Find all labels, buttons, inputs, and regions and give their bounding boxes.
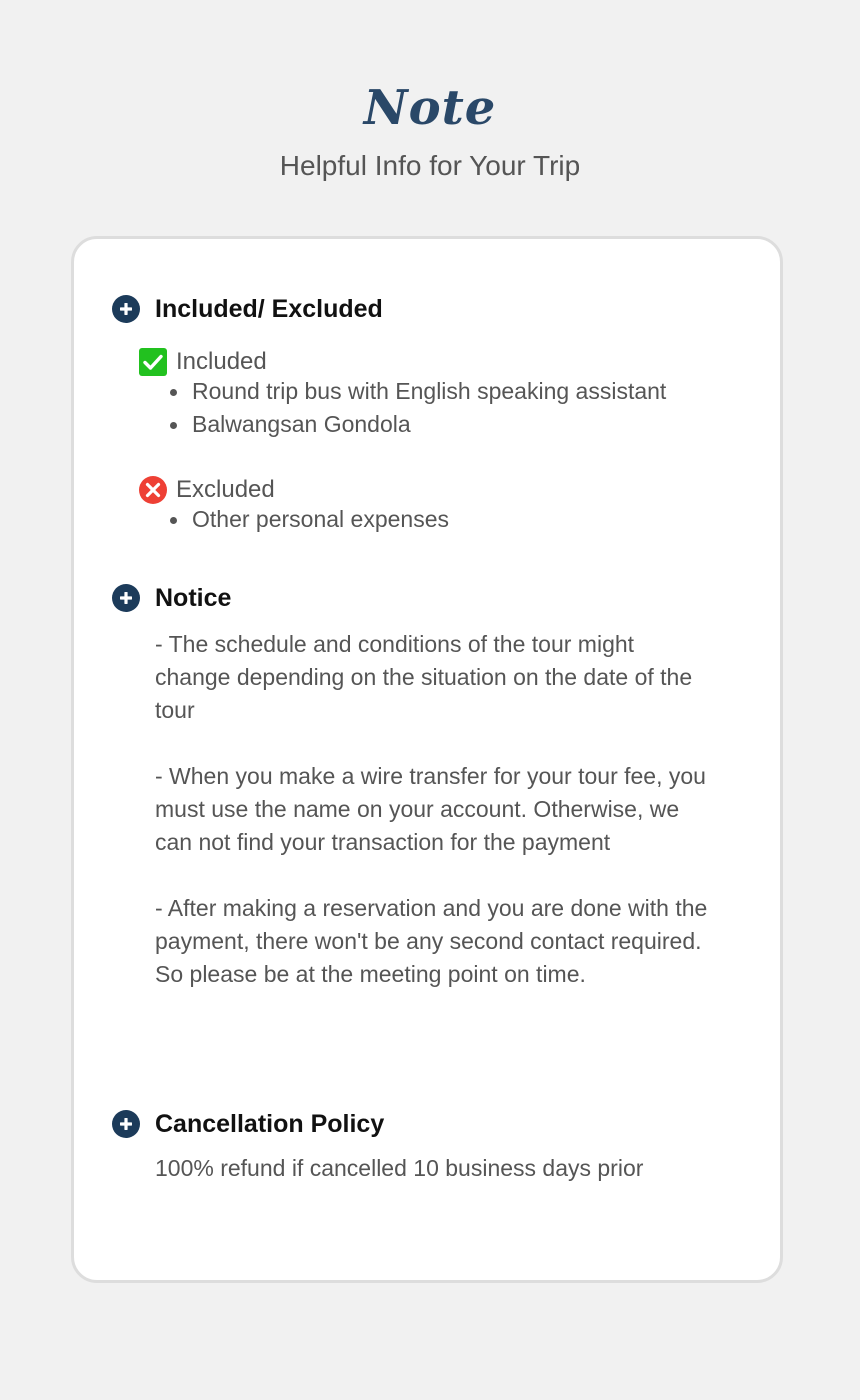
cancellation-section <box>112 1106 752 1185</box>
excluded-group <box>139 475 752 536</box>
section-header[interactable] <box>112 1106 752 1142</box>
included-list <box>112 375 752 441</box>
notice-body <box>155 628 752 991</box>
included-excluded-section <box>112 291 752 536</box>
section-header[interactable] <box>112 580 752 616</box>
section-title: Included/ Excluded <box>155 294 383 323</box>
page-title: Note <box>363 80 497 136</box>
included-label: Included <box>176 348 267 375</box>
x-circle-icon <box>139 476 167 504</box>
notice-paragraph: - The schedule and conditions of the tour might change depending on the situation on the date of the tour <box>155 631 693 723</box>
included-row <box>139 347 752 377</box>
page-subtitle: Helpful Info for Your Trip <box>279 150 581 181</box>
section-title: Cancellation Policy <box>155 1109 385 1138</box>
list-item: Balwangsan Gondola <box>170 408 752 441</box>
section-title: Notice <box>155 583 232 612</box>
check-box-icon <box>139 348 167 376</box>
excluded-row <box>139 475 752 505</box>
plus-circle-icon[interactable] <box>112 295 140 323</box>
included-group <box>139 347 752 441</box>
cancellation-text: 100% refund if cancelled 10 business days prior <box>155 1155 644 1181</box>
excluded-list <box>112 503 752 536</box>
list-item: Round trip bus with English speaking assistant <box>170 375 752 408</box>
notice-section <box>112 580 752 991</box>
plus-circle-icon[interactable] <box>112 584 140 612</box>
plus-circle-icon[interactable] <box>112 1110 140 1138</box>
excluded-label: Excluded <box>176 476 275 503</box>
notice-paragraph: - After making a reservation and you are done with the payment, there won't be any second contact required. So please be at the meeting point on time. <box>155 895 708 987</box>
section-header[interactable] <box>112 291 752 327</box>
list-item: Other personal expenses <box>170 503 752 536</box>
notice-paragraph: - When you make a wire transfer for your tour fee, you must use the name on your account. Otherwise, we can not find your transaction for the payment <box>155 763 706 855</box>
page-header <box>0 78 860 182</box>
info-card <box>71 236 783 1283</box>
